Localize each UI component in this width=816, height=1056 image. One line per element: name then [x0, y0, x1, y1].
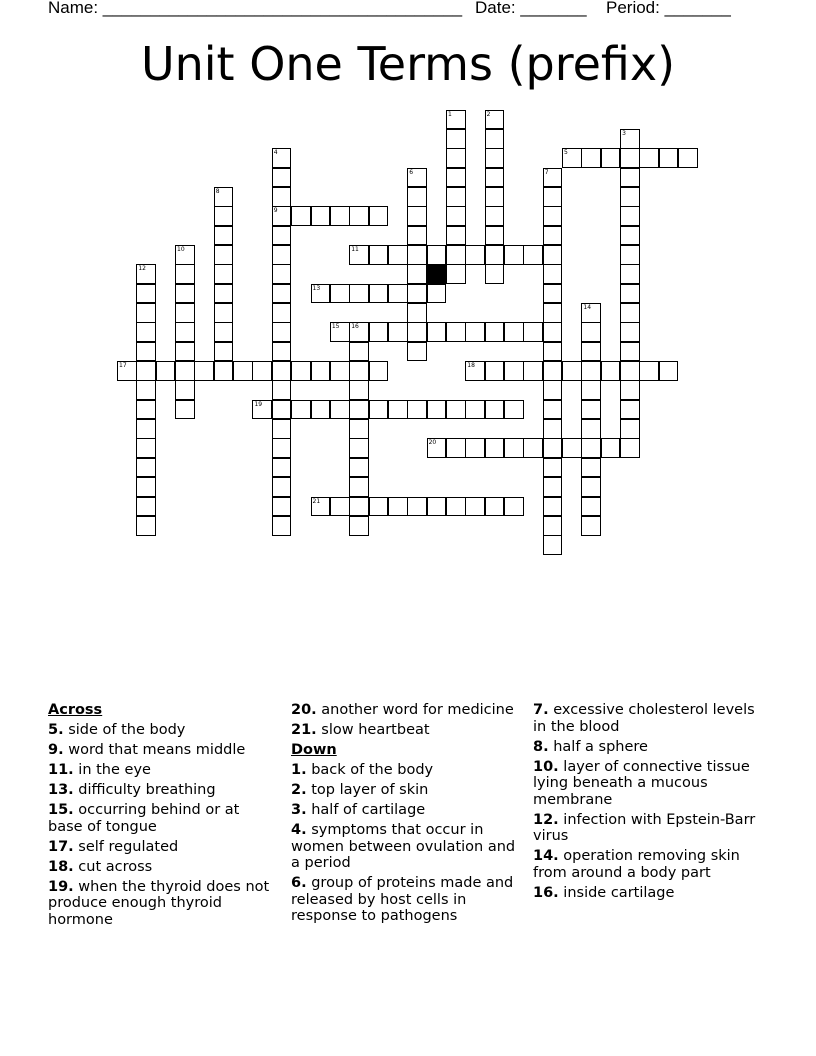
crossword-cell[interactable] — [581, 458, 601, 478]
crossword-cell[interactable] — [136, 516, 156, 536]
crossword-cell[interactable] — [485, 187, 505, 207]
crossword-cell[interactable] — [349, 458, 369, 478]
crossword-cell[interactable] — [311, 400, 331, 420]
crossword-cell[interactable] — [446, 438, 466, 458]
period-field-label: Period: _______ — [606, 0, 731, 17]
crossword-cell[interactable] — [291, 206, 311, 226]
crossword-cell[interactable] — [446, 129, 466, 149]
crossword-cell[interactable] — [214, 342, 234, 362]
crossword-cell[interactable] — [504, 245, 524, 265]
crossword-cell[interactable] — [485, 129, 505, 149]
crossword-cell[interactable] — [601, 361, 621, 381]
crossword-cell[interactable] — [659, 148, 679, 168]
crossword-cell[interactable] — [485, 168, 505, 188]
clue-number: 19 — [254, 400, 263, 408]
crossword-cell[interactable] — [620, 419, 640, 439]
crossword-cell[interactable] — [543, 497, 563, 517]
crossword-cell[interactable] — [272, 516, 292, 536]
crossword-cell[interactable] — [369, 322, 389, 342]
crossword-cell[interactable] — [291, 361, 311, 381]
crossword-cell[interactable] — [252, 400, 272, 420]
crossword-cell[interactable] — [543, 361, 563, 381]
crossword-cell[interactable] — [504, 497, 524, 517]
clue-column-2 — [291, 702, 523, 928]
crossword-cell[interactable] — [214, 206, 234, 226]
crossword-cell[interactable] — [214, 245, 234, 265]
crossword-cell[interactable] — [620, 264, 640, 284]
crossword-cell[interactable] — [407, 284, 427, 304]
crossword-cell[interactable] — [523, 361, 543, 381]
clue-across-5: 5. side of the body — [48, 722, 186, 738]
crossword-cell[interactable] — [349, 438, 369, 458]
clue-number: 17 — [119, 362, 127, 370]
crossword-cell[interactable] — [543, 342, 563, 362]
clue-number: 15 — [331, 323, 340, 331]
crossword-cell[interactable] — [620, 438, 640, 458]
clue-across-15: 15. occurring behind or at base of tongue — [48, 802, 240, 835]
clue-number: 18 — [467, 362, 475, 370]
crossword-cell[interactable] — [117, 361, 137, 381]
crossword-cell[interactable] — [272, 168, 292, 188]
crossword-cell[interactable] — [272, 284, 292, 304]
crossword-cell[interactable] — [562, 148, 582, 168]
clue-down-7: 7. excessive cholesterol levels in the blood — [533, 702, 755, 735]
crossword-cell[interactable] — [485, 206, 505, 226]
clue-down-1: 1. back of the body — [291, 762, 434, 778]
crossword-cell[interactable] — [581, 361, 601, 381]
crossword-cell[interactable] — [543, 245, 563, 265]
crossword-cell[interactable] — [485, 245, 505, 265]
crossword-cell[interactable] — [427, 322, 447, 342]
crossword-cell[interactable] — [156, 361, 176, 381]
crossword-cell[interactable] — [330, 206, 350, 226]
crossword-cell[interactable] — [504, 400, 524, 420]
crossword-cell[interactable] — [272, 264, 292, 284]
crossword-cell[interactable] — [272, 245, 292, 265]
crossword-cell[interactable] — [175, 361, 195, 381]
crossword-cell[interactable] — [175, 400, 195, 420]
crossword-cell[interactable] — [581, 516, 601, 536]
crossword-cell[interactable] — [620, 400, 640, 420]
clue-down-10: 10. layer of connective tissue lying beneath a mucous membrane — [533, 758, 750, 808]
clue-number: 8 — [215, 187, 220, 195]
crossword-cell[interactable] — [330, 284, 350, 304]
crossword-cell[interactable] — [485, 361, 505, 381]
crossword-cell[interactable] — [272, 226, 292, 246]
crossword-cell[interactable] — [639, 148, 659, 168]
crossword-cell[interactable] — [485, 110, 505, 130]
crossword-cell[interactable] — [543, 168, 563, 188]
crossword-cell[interactable] — [427, 245, 447, 265]
page-title: Unit One Terms (prefix) — [140, 37, 676, 91]
crossword-cell[interactable] — [543, 419, 563, 439]
clue-across-18: 18. cut across — [48, 858, 153, 875]
crossword-cell[interactable] — [446, 264, 466, 284]
crossword-cell[interactable] — [388, 322, 408, 342]
crossword-cell[interactable] — [581, 497, 601, 517]
crossword-cell[interactable] — [272, 400, 292, 420]
crossword-cell[interactable] — [136, 477, 156, 497]
clue-down-8: 8. half a sphere — [533, 738, 648, 755]
crossword-cell[interactable] — [446, 497, 466, 517]
crossword-cell[interactable] — [485, 322, 505, 342]
crossword-cell[interactable] — [214, 322, 234, 342]
crossword-cell[interactable] — [543, 187, 563, 207]
clue-across-19: 19. when the thyroid does not produce enough thyroid hormone — [48, 878, 270, 928]
clue-number: 11 — [351, 245, 359, 253]
crossword-cell[interactable] — [620, 342, 640, 362]
crossword-cell[interactable] — [485, 226, 505, 246]
crossword-cell[interactable] — [485, 148, 505, 168]
crossword-cell[interactable] — [330, 322, 350, 342]
crossword-cell[interactable] — [369, 206, 389, 226]
clue-down-2: 2. top layer of skin — [291, 782, 429, 798]
clue-down-16: 16. inside cartilage — [533, 884, 675, 901]
crossword-cell[interactable] — [620, 187, 640, 207]
crossword-cell[interactable] — [407, 264, 427, 284]
crossword-cell[interactable] — [175, 303, 195, 323]
across-heading: Across — [48, 702, 103, 718]
crossword-cell[interactable] — [272, 438, 292, 458]
crossword-cell[interactable] — [349, 245, 369, 265]
crossword-cell[interactable] — [272, 322, 292, 342]
crossword-cell[interactable] — [407, 245, 427, 265]
crossword-cell[interactable] — [620, 129, 640, 149]
crossword-cell[interactable] — [136, 303, 156, 323]
clue-across-11: 11. in the eye — [48, 762, 151, 778]
crossword-cell[interactable] — [543, 303, 563, 323]
crossword-cell[interactable] — [562, 361, 582, 381]
clue-column-1 — [48, 702, 278, 932]
crossword-cell[interactable] — [407, 303, 427, 323]
crossword-cell[interactable] — [543, 477, 563, 497]
crossword-cell[interactable] — [485, 264, 505, 284]
crossword-cell[interactable] — [620, 284, 640, 304]
crossword-cell[interactable] — [369, 400, 389, 420]
crossword-cell[interactable] — [543, 226, 563, 246]
crossword-cell[interactable] — [272, 148, 292, 168]
clue-down-12: 12. infection with Epstein-Barr virus — [533, 811, 756, 844]
crossword-cell[interactable] — [601, 148, 621, 168]
crossword-cell[interactable] — [581, 322, 601, 342]
clue-number: 6 — [409, 168, 414, 176]
crossword-cell[interactable] — [369, 245, 389, 265]
crossword-cell[interactable] — [407, 206, 427, 226]
clue-number: 21 — [312, 497, 321, 505]
crossword-cell[interactable] — [136, 497, 156, 517]
crossword-cell[interactable] — [272, 380, 292, 400]
clue-across-20: 20. another word for medicine — [291, 702, 514, 718]
crossword-cell[interactable] — [446, 168, 466, 188]
crossword-cell[interactable] — [349, 497, 369, 517]
crossword-cell[interactable] — [330, 497, 350, 517]
crossword-cell[interactable] — [272, 206, 292, 226]
crossword-cell[interactable] — [485, 497, 505, 517]
crossword-cell[interactable] — [446, 400, 466, 420]
crossword-cell[interactable] — [214, 361, 234, 381]
crossword-cell[interactable] — [620, 322, 640, 342]
crossword-cell[interactable] — [407, 322, 427, 342]
crossword-cell[interactable] — [446, 187, 466, 207]
crossword-cell[interactable] — [620, 380, 640, 400]
crossword-cell[interactable] — [349, 361, 369, 381]
crossword-cell[interactable] — [620, 303, 640, 323]
crossword-cell[interactable] — [214, 284, 234, 304]
clue-down-3: 3. half of cartilage — [291, 802, 426, 818]
crossword-cell[interactable] — [175, 284, 195, 304]
crossword-cell[interactable] — [349, 419, 369, 439]
crossword-cell[interactable] — [369, 497, 389, 517]
crossword-cell[interactable] — [446, 245, 466, 265]
crossword-cell[interactable] — [465, 438, 485, 458]
crossword-cell[interactable] — [369, 361, 389, 381]
crossword-cell[interactable] — [330, 361, 350, 381]
crossword-cell[interactable] — [523, 245, 543, 265]
clue-number: 1 — [447, 110, 452, 118]
crossword-cell[interactable] — [427, 497, 447, 517]
crossword-cell[interactable] — [465, 245, 485, 265]
crossword-cell[interactable] — [523, 438, 543, 458]
crossword-cell[interactable] — [272, 419, 292, 439]
crossword-cell[interactable] — [272, 303, 292, 323]
clue-number: 3 — [622, 129, 626, 137]
crossword-cell[interactable] — [581, 438, 601, 458]
clue-down-4: 4. symptoms that occur in women between ovulation and a period — [291, 822, 516, 871]
crossword-cell[interactable] — [620, 245, 640, 265]
crossword-cell[interactable] — [214, 264, 234, 284]
crossword-cell[interactable] — [620, 361, 640, 381]
crossword-cell[interactable] — [543, 322, 563, 342]
crossword-cell[interactable] — [601, 438, 621, 458]
crossword-cell[interactable] — [349, 284, 369, 304]
crossword-cell[interactable] — [272, 361, 292, 381]
crossword-cell[interactable] — [620, 206, 640, 226]
crossword-cell[interactable] — [678, 148, 698, 168]
crossword-cell[interactable] — [349, 206, 369, 226]
clue-number: 12 — [138, 265, 146, 273]
crossword-cell[interactable] — [543, 264, 563, 284]
crossword-cell[interactable] — [311, 206, 331, 226]
crossword-cell[interactable] — [407, 187, 427, 207]
crossword-cell[interactable] — [581, 303, 601, 323]
crossword-cell[interactable] — [446, 206, 466, 226]
crossword-cell[interactable] — [543, 535, 563, 555]
crossword-cell[interactable] — [543, 284, 563, 304]
crossword-cell[interactable] — [407, 400, 427, 420]
clue-number: 13 — [312, 284, 321, 292]
crossword-cell[interactable] — [136, 419, 156, 439]
crossword-cell[interactable] — [272, 187, 292, 207]
crossword-cell[interactable] — [465, 322, 485, 342]
clue-across-13: 13. difficulty breathing — [48, 782, 216, 798]
crossword-cell[interactable] — [465, 497, 485, 517]
crossword-cell[interactable] — [427, 284, 447, 304]
crossword-cell[interactable] — [581, 342, 601, 362]
clue-down-6: 6. group of proteins made and released by host cells in response to pathogens — [291, 875, 514, 924]
clue-number: 14 — [583, 304, 592, 311]
crossword-cell[interactable] — [136, 264, 156, 284]
crossword-cell[interactable] — [311, 361, 331, 381]
clue-number: 7 — [544, 168, 549, 176]
crossword-cell[interactable] — [136, 438, 156, 458]
crossword-cell[interactable] — [485, 438, 505, 458]
crossword-cell[interactable] — [581, 148, 601, 168]
crossword-cell[interactable] — [388, 497, 408, 517]
clue-down-14: 14. operation removing skin from around a body part — [533, 848, 740, 881]
crossword-cell[interactable] — [485, 400, 505, 420]
crossword-cell[interactable] — [620, 168, 640, 188]
crossword-cell[interactable] — [349, 516, 369, 536]
crossword-cell[interactable] — [446, 322, 466, 342]
crossword-cell[interactable] — [446, 148, 466, 168]
clue-number: 16 — [351, 323, 359, 331]
crossword-cell[interactable] — [214, 226, 234, 246]
crossword-cell[interactable] — [136, 342, 156, 362]
crossword-cell[interactable] — [349, 400, 369, 420]
crossword-cell[interactable] — [272, 477, 292, 497]
crossword-cell[interactable] — [175, 245, 195, 265]
crossword-cell[interactable] — [175, 342, 195, 362]
crossword-cell[interactable] — [407, 497, 427, 517]
crossword-cell[interactable] — [581, 419, 601, 439]
crossword-cell[interactable] — [620, 226, 640, 246]
clue-number: 20 — [428, 439, 437, 447]
clue-across-9: 9. word that means middle — [48, 742, 246, 758]
clue-across-17: 17. self regulated — [48, 838, 179, 855]
clue-number: 10 — [177, 245, 185, 253]
crossword-cell[interactable] — [233, 361, 253, 381]
crossword-cell[interactable] — [369, 284, 389, 304]
crossword-cell[interactable] — [136, 400, 156, 420]
crossword-cell[interactable] — [504, 361, 524, 381]
crossword-cell[interactable] — [543, 380, 563, 400]
crossword-cell[interactable] — [252, 361, 272, 381]
crossword-cell[interactable] — [543, 438, 563, 458]
clue-number: 2 — [486, 110, 491, 118]
name-field-label: Name: ______________________________________ — [48, 0, 463, 17]
crossword-cell[interactable] — [349, 342, 369, 362]
crossword-cell[interactable] — [349, 322, 369, 342]
crossword-cell[interactable] — [562, 438, 582, 458]
crossword-cell[interactable] — [581, 380, 601, 400]
crossword-cell[interactable] — [581, 477, 601, 497]
black-cell — [427, 264, 447, 284]
crossword-cell[interactable] — [291, 400, 311, 420]
crossword-cell[interactable] — [136, 361, 156, 381]
crossword-cell[interactable] — [446, 226, 466, 246]
crossword-cell[interactable] — [388, 400, 408, 420]
crossword-cell[interactable] — [175, 322, 195, 342]
crossword-cell[interactable] — [214, 303, 234, 323]
crossword-cell[interactable] — [465, 361, 485, 381]
crossword-cell[interactable] — [136, 458, 156, 478]
crossword-cell[interactable] — [388, 245, 408, 265]
crossword-cell[interactable] — [504, 322, 524, 342]
crossword-cell[interactable] — [214, 187, 234, 207]
crossword-cell[interactable] — [136, 380, 156, 400]
crossword-cell[interactable] — [349, 380, 369, 400]
crossword-cell[interactable] — [543, 516, 563, 536]
clue-across-21: 21. slow heartbeat — [291, 722, 430, 738]
crossword-cell[interactable] — [330, 400, 350, 420]
crossword-cell[interactable] — [581, 400, 601, 420]
crossword-cell[interactable] — [407, 168, 427, 188]
crossword-cell[interactable] — [272, 497, 292, 517]
crossword-cell[interactable] — [639, 361, 659, 381]
date-field-label: Date: _______ — [475, 0, 587, 17]
crossword-cell[interactable] — [388, 284, 408, 304]
clue-number: 5 — [564, 149, 568, 157]
clue-number: 4 — [273, 149, 278, 157]
crossword-cell[interactable] — [620, 148, 640, 168]
crossword-cell[interactable] — [272, 458, 292, 478]
clue-column-3 — [533, 702, 765, 905]
crossword-cell[interactable] — [311, 284, 331, 304]
crossword-cell[interactable] — [523, 322, 543, 342]
crossword-cell[interactable] — [543, 206, 563, 226]
crossword-cell[interactable] — [543, 458, 563, 478]
crossword-cell[interactable] — [543, 400, 563, 420]
crossword-cell[interactable] — [407, 342, 427, 362]
crossword-cell[interactable] — [194, 361, 214, 381]
crossword-cell[interactable] — [504, 438, 524, 458]
crossword-cell[interactable] — [465, 400, 485, 420]
crossword-cell[interactable] — [349, 477, 369, 497]
crossword-cell[interactable] — [136, 284, 156, 304]
clue-number: 9 — [273, 207, 278, 215]
crossword-cell[interactable] — [175, 264, 195, 284]
crossword-cell[interactable] — [175, 380, 195, 400]
crossword-cell[interactable] — [659, 361, 679, 381]
crossword-cell[interactable] — [136, 322, 156, 342]
crossword-cell[interactable] — [427, 438, 447, 458]
crossword-cell[interactable] — [272, 342, 292, 362]
crossword-cell[interactable] — [407, 226, 427, 246]
crossword-cell[interactable] — [427, 400, 447, 420]
crossword-cell[interactable] — [446, 110, 466, 130]
crossword-cell[interactable] — [311, 497, 331, 517]
down-heading: Down — [291, 742, 337, 758]
